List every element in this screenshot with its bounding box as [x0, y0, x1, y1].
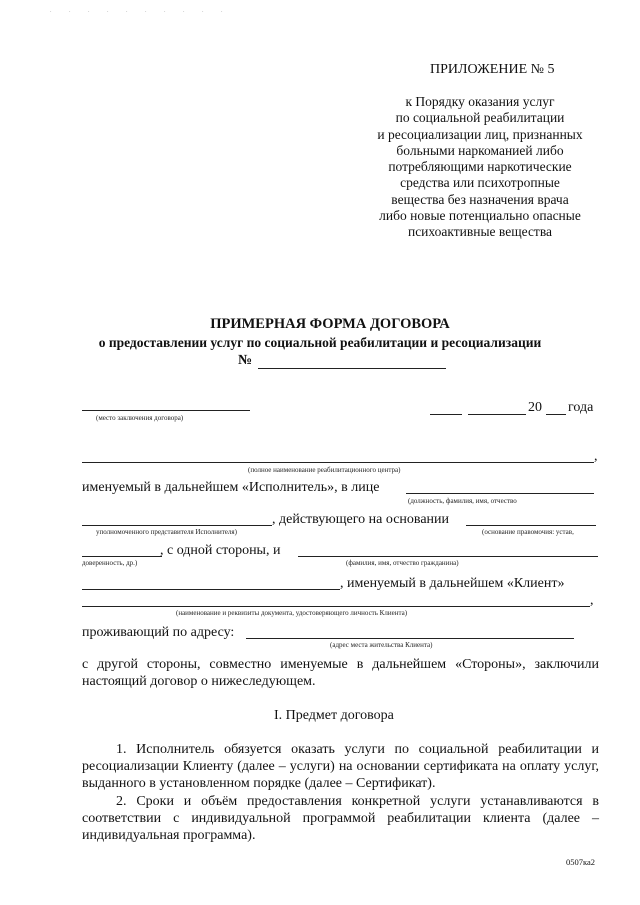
- poa-line[interactable]: [82, 556, 162, 557]
- authorized-line[interactable]: [82, 525, 272, 526]
- section-heading: I. Предмет договора: [274, 708, 394, 723]
- address-text: проживающий по адресу:: [82, 625, 235, 640]
- contract-number-line[interactable]: [258, 368, 446, 369]
- date-month-line[interactable]: [468, 414, 526, 415]
- executor-rep-line[interactable]: [406, 493, 594, 494]
- center-name-comma: ,: [594, 449, 598, 464]
- citizen-name-line[interactable]: [298, 556, 598, 557]
- section-paragraph-1: [82, 741, 599, 792]
- authorized-caption: уполномоченного представителя Исполнителя): [96, 528, 237, 536]
- annex-line: по социальной реабилитации: [395, 110, 565, 126]
- annex-line: средства или психотропные: [400, 175, 560, 191]
- contract-number-sign: №: [238, 353, 253, 368]
- document-title: ПРИМЕРНАЯ ФОРМА ДОГОВОРА: [210, 316, 450, 332]
- client-doc-line[interactable]: [82, 606, 590, 607]
- basis-line[interactable]: [466, 525, 596, 526]
- place-line[interactable]: [82, 410, 250, 411]
- annex-line: и ресоциализации лиц, признанных: [377, 126, 583, 142]
- client-doc-comma: ,: [590, 593, 594, 608]
- citizen-caption: (фамилия, имя, отчество гражданина): [346, 559, 459, 567]
- annex-line: больными наркоманией либо: [396, 142, 564, 158]
- center-name-line[interactable]: [82, 462, 594, 463]
- address-line[interactable]: [246, 638, 574, 639]
- poa-caption: доверенность, др.): [82, 559, 138, 567]
- executor-text: именуемый в дальнейшем «Исполнитель», в лице: [82, 480, 380, 495]
- place-caption: (место заключения договора): [96, 414, 184, 422]
- annex-line: к Порядку оказания услуг: [405, 94, 555, 109]
- annex-line: потребляющими наркотические: [388, 159, 572, 175]
- address-caption: (адрес места жительства Клиента): [330, 641, 433, 649]
- preamble: с другой стороны, совместно именуемые в дальнейшем «Стороны», заключили настоящий договор о нижеследующем.: [82, 657, 599, 689]
- footer-code: 0507ка2: [566, 857, 596, 867]
- date-year-word: года: [568, 400, 594, 415]
- date-day-line[interactable]: [430, 414, 462, 415]
- one-side-text: , с одной стороны, и: [160, 543, 281, 558]
- date-year-line[interactable]: [546, 414, 566, 415]
- doc-caption: (наименование и реквизиты документа, удостоверяющего личность Клиента): [176, 609, 408, 617]
- date-year-prefix: 20: [528, 400, 542, 415]
- client-name-line[interactable]: [82, 589, 340, 590]
- document-subtitle: о предоставлении услуг по социальной реабилитации и ресоциализации: [98, 335, 542, 350]
- center-caption: (полное наименование реабилитационного центра): [248, 466, 401, 474]
- section-paragraph-2: [82, 793, 599, 844]
- position-caption: (должность, фамилия, имя, отчество: [408, 497, 517, 505]
- paragraph-text: 1. Исполнитель обязуется оказать услуги по социальной реабилитации и ресоциализации Клиенту (далее – услуги) на основании сертификата на оплату услуг, выданного в установленном порядке (далее – Сертификат).: [82, 742, 599, 791]
- annex-line: психоактивные вещества: [407, 224, 553, 240]
- annex-title: ПРИЛОЖЕНИЕ № 5: [430, 62, 555, 77]
- scan-marks: . . . . . . . . . .: [50, 8, 231, 14]
- basis-caption: (основание правомочия: устав,: [482, 528, 574, 536]
- annex-line: либо новые потенциально опасные: [379, 208, 581, 224]
- paragraph-text: 2. Сроки и объём предоставления конкретной услуги устанавливаются в соответствии с индивидуальной программой реабилитации клиента (далее – индивидуальная программа).: [82, 794, 599, 843]
- client-text: , именуемый в дальнейшем «Клиент»: [340, 576, 565, 591]
- annex-lines: [360, 94, 600, 241]
- acting-text: , действующего на основании: [272, 512, 450, 527]
- annex-line: вещества без назначения врача: [391, 191, 569, 207]
